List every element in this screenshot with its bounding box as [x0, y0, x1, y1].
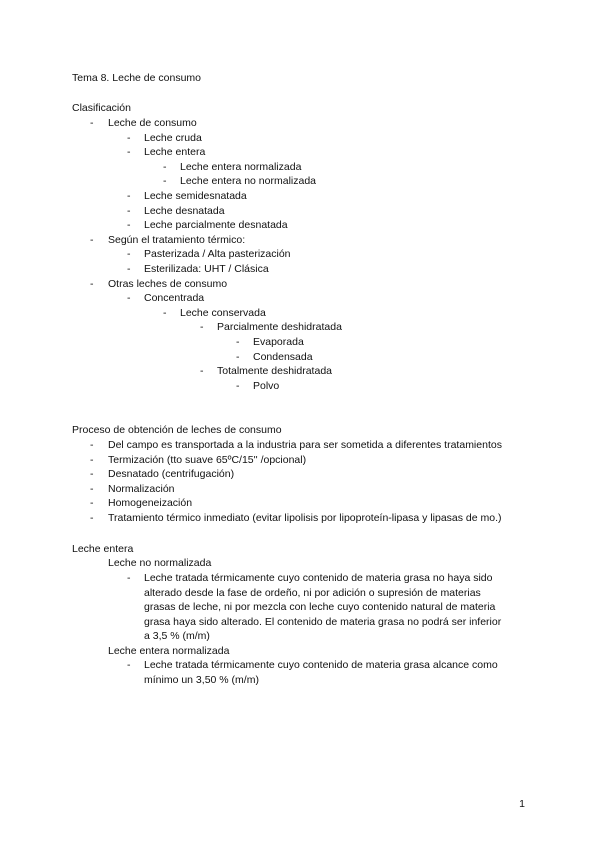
list-item: Parcialmente deshidratada — [217, 321, 342, 334]
list-item: Otras leches de consumo — [108, 277, 228, 290]
list-dash: - — [163, 160, 167, 173]
list-dash: - — [236, 350, 240, 363]
list-dash: - — [127, 204, 131, 217]
paragraph-line: a 3,5 % (m/m) — [144, 630, 210, 643]
list-dash: - — [90, 439, 94, 451]
list-dash: - — [163, 175, 167, 188]
list-dash: - — [127, 572, 131, 584]
list-dash: - — [90, 482, 94, 495]
list-dash: - — [127, 190, 131, 202]
list-dash: - — [90, 453, 94, 466]
paragraph-line: grasas de leche, ni por mezcla con leche cuyo contenido natural de materia — [144, 601, 496, 614]
list-item: Desnatado (centrifugación) — [108, 468, 235, 481]
list-item: Pasterizada / Alta pasterización — [144, 248, 291, 261]
list-dash: - — [236, 336, 240, 348]
list-dash: - — [127, 131, 131, 144]
subheading-no-normalizada: Leche no normalizada — [108, 557, 212, 569]
list-item: Leche entera normalizada — [180, 160, 302, 173]
paragraph-line: Leche tratada térmicamente cuyo contenido de materia grasa no haya sido — [144, 572, 493, 584]
list-item: Leche entera — [144, 146, 206, 159]
paragraph-line: Leche tratada térmicamente cuyo contenido de materia grasa alcance como — [144, 659, 498, 671]
list-item: Leche de consumo — [108, 117, 197, 129]
list-dash: - — [90, 497, 94, 510]
list-item: Leche semidesnatada — [144, 190, 247, 202]
paragraph-line: grasa haya sido alterado. El contenido de materia grasa no podrá ser inferior — [144, 615, 502, 628]
list-item: Leche parcialmente desnatada — [144, 219, 288, 232]
list-item: Leche cruda — [144, 131, 202, 144]
list-dash: - — [127, 146, 131, 159]
page-number: 1 — [519, 798, 525, 810]
list-item: Según el tratamiento térmico: — [108, 233, 246, 246]
list-dash: - — [127, 219, 131, 232]
page-title: Tema 8. Leche de consumo — [72, 72, 201, 84]
list-item: Homogeneización — [108, 497, 193, 510]
list-item: Totalmente deshidratada — [217, 365, 332, 378]
list-dash: - — [127, 292, 131, 305]
list-item: Tratamiento térmico inmediato (evitar lipolisis por lipoproteín-lipasa y lipasas de mo.) — [108, 512, 502, 524]
list-item: Polvo — [253, 379, 280, 392]
paragraph-line: mínimo un 3,50 % (m/m) — [144, 673, 259, 686]
list-item: Leche entera no normalizada — [180, 175, 317, 188]
list-dash: - — [90, 277, 94, 290]
list-dash: - — [90, 468, 94, 481]
list-dash: - — [200, 365, 204, 378]
list-item: Normalización — [108, 482, 175, 495]
section-heading-clasificacion: Clasificación — [72, 102, 131, 114]
list-dash: - — [163, 306, 167, 319]
list-item: Condensada — [253, 350, 313, 363]
list-dash: - — [90, 512, 94, 524]
list-dash: - — [127, 263, 131, 275]
section-heading-proceso: Proceso de obtención de leches de consumo — [72, 424, 282, 436]
list-dash: - — [90, 233, 94, 246]
list-item: Leche desnatada — [144, 204, 225, 217]
list-item: Leche conservada — [180, 306, 266, 319]
list-dash: - — [127, 659, 131, 671]
list-dash: - — [236, 379, 240, 392]
list-item: Esterilizada: UHT / Clásica — [144, 263, 269, 275]
subheading-normalizada: Leche entera normalizada — [108, 645, 230, 657]
list-dash: - — [200, 321, 204, 334]
paragraph-line: alterado desde la fase de ordeño, ni por adición o supresión de materias — [144, 586, 481, 599]
list-dash: - — [127, 248, 131, 261]
list-item: Termización (tto suave 65ºC/15'' /opcional) — [108, 453, 307, 466]
list-dash: - — [90, 117, 94, 129]
list-item: Concentrada — [144, 292, 205, 305]
list-item: Evaporada — [253, 336, 304, 348]
section-heading-leche-entera: Leche entera — [72, 543, 134, 555]
list-item: Del campo es transportada a la industria para ser sometida a diferentes tratamientos — [108, 439, 502, 451]
